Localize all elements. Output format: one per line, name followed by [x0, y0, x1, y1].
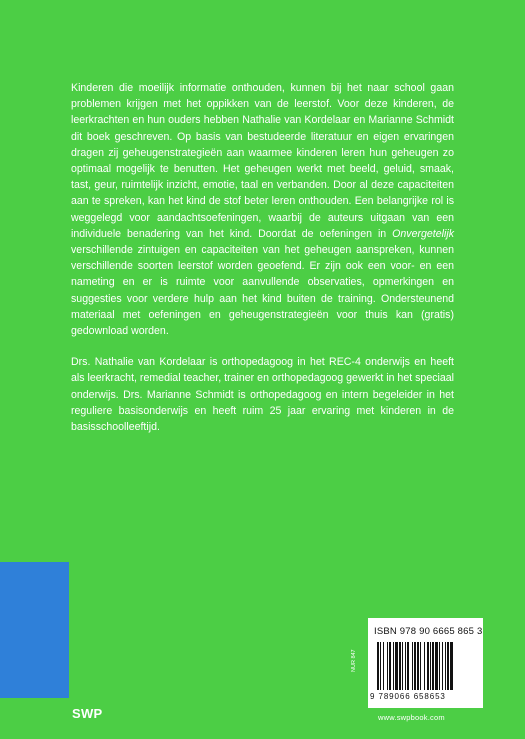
- blue-accent-band: [0, 562, 69, 698]
- book-title-italic: Onvergetelijk: [392, 227, 454, 240]
- blurb-text-end: verschillende zintuigen en capaciteiten van het geheugen aanspreken, kunnen verschillende soorten leerstof worden geoefend. Er zijn ook een voor- en een nameting en er is ruimte voor aanvullende observaties, opmerkingen en suggesties voor verdere hulp aan het kind buiten de training. Ondersteunend materiaal met oefeningen en geheugenstrategieën voor thuis kan (gratis) gedownload worden.: [71, 244, 454, 338]
- blurb-paragraph: [71, 80, 454, 339]
- blurb-text-start: Kinderen die moeilijk informatie onthouden, kunnen bij het naar school gaan problemen krijgen met het oppikken van de leerstof. Voor deze kinderen, de leerkrachten en hun ouders hebben Nathalie van Kordelaar en Marianne Schmidt dit boek geschreven. Op basis van bestudeerde literatuur en eigen ervaringen dragen zij geheugenstrategieën aan waarmee kinderen leren hun geheugen zo optimaal mogelijk te benutten. Het geheugen werkt met beeld, geluid, smaak, tast, geur, ruimtelijk inzicht, emotie, taal en verbanden. Door al deze capaciteiten aan te spreken, kan het kind de stof beter leren onthouden. Een belangrijke rol is weggelegd voor aandachtsoefeningen, waarbij de auteurs uitgaan van een individuele benadering van het kind. Doordat de oefeningen in: [71, 82, 454, 240]
- nur-code: NUR 847: [351, 649, 357, 672]
- publisher-website: www.swpbook.com: [378, 713, 445, 722]
- isbn-label: ISBN 978 90 6665 865 3: [374, 626, 483, 637]
- barcode-digits: 9 789066 658653: [370, 692, 446, 701]
- back-cover-text: [71, 80, 454, 435]
- author-bio-paragraph: Drs. Nathalie van Kordelaar is orthopedagoog in het REC-4 onderwijs en heeft als leerkracht, remedial teacher, trainer en orthopedagoog gewerkt in het speciaal onderwijs. Drs. Marianne Schmidt is orthopedagoog en intern begeleider in het reguliere basisonderwijs en heeft ruim 25 jaar ervaring met kinderen in de basisschoolleeftijd.: [71, 356, 454, 434]
- publisher-logo: SWP: [72, 706, 103, 721]
- barcode-icon: [377, 642, 477, 692]
